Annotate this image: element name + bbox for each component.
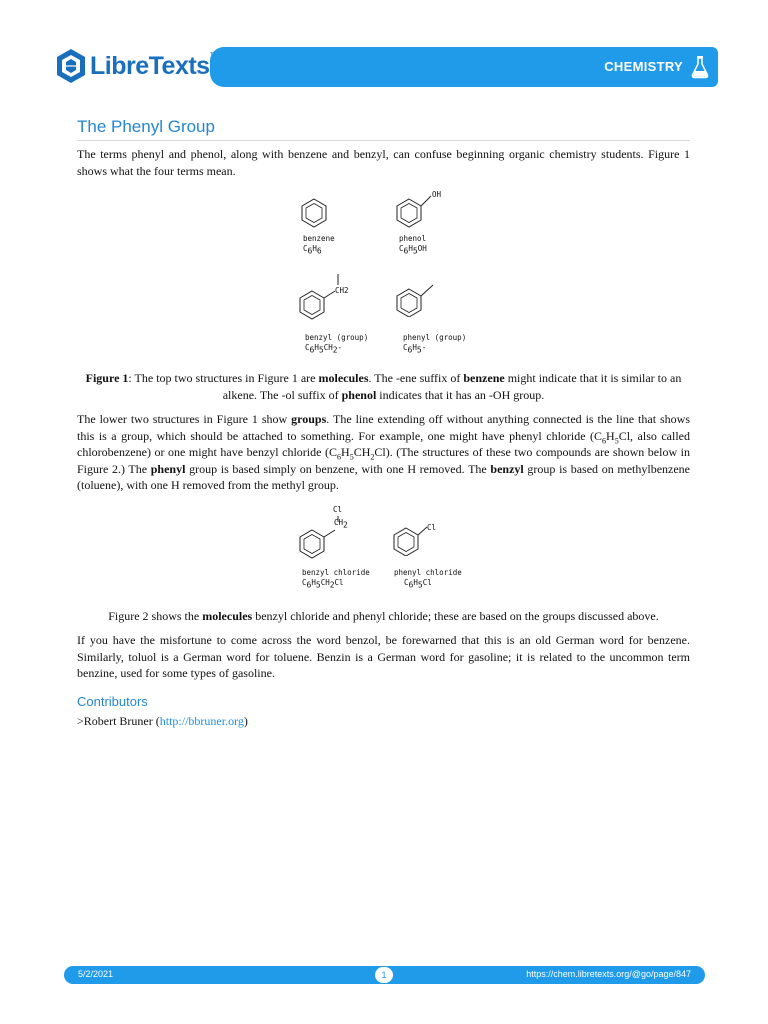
benzyl-ch2-label: CH2 (335, 286, 349, 295)
benzyl-chloride-formula: $C_6H_5CH_2Cl$ (302, 577, 344, 589)
figure-2-caption: Figure 2 shows the molecules benzyl chloride and phenyl chloride; these are based on the groups discussed above. (108, 608, 659, 623)
benzene-label: benzene (303, 234, 335, 243)
phenol-oh-label: OH (432, 190, 442, 199)
logo-text: LibreTexts (90, 51, 210, 80)
page-header (0, 0, 768, 100)
benzyl-chloride-cl-label: Cl (333, 504, 343, 514)
phenyl-chloride-formula: $C_6H_5Cl$ (404, 577, 432, 589)
phenol-formula: $C_6H_5OH$ (399, 244, 427, 256)
benzyl-structure (297, 272, 345, 324)
section-label[interactable]: CHEMISTRY (604, 59, 683, 74)
figure-1 (77, 183, 690, 368)
benzyl-chloride-label: benzyl chloride (302, 567, 370, 577)
page-footer (64, 966, 705, 984)
footer-url[interactable]: https://chem.libretexts.org/@go/page/847 (526, 969, 691, 979)
contributors-heading: Contributors (77, 693, 148, 709)
benzyl-chloride-ch2-label: $CH_2$ (334, 517, 348, 529)
section-banner (210, 47, 718, 87)
benzol-paragraph: If you have the misfortune to come across the word benzol, be forewarned that this is an old German word for benzene. Similarly, toluol is a German word for toluene. Benzin is a German word for gasoline; it is related to the uncommon term benzine, used for some types of gasoline. (77, 633, 690, 680)
phenyl-chloride-structure (391, 510, 437, 556)
article-content (77, 117, 690, 729)
benzene-structure (299, 197, 329, 229)
libretexts-logo[interactable] (55, 48, 216, 84)
intro-paragraph: The terms phenyl and phenol, along with benzene and benzyl, can confuse beginning organic chemistry students. Figure 1 shows what the four terms mean. (77, 147, 690, 178)
figure-1-caption: Figure 1: The top two structures in Figure 1 are molecules. The -ene suffix of benzene might indicate that it is similar to an alkene. The -ol suffix of phenol indicates that it has an -OH group. (85, 371, 682, 402)
phenyl-chloride-cl-label: Cl (427, 522, 437, 532)
contributor-link[interactable]: http://bbruner.org (159, 713, 244, 728)
phenol-label: phenol (399, 234, 427, 243)
footer-date: 5/2/2021 (78, 969, 114, 979)
phenyl-structure (394, 277, 438, 317)
phenyl-label: phenyl (group) (403, 333, 467, 342)
benzyl-label: benzyl (group) (305, 333, 369, 342)
groups-paragraph: The lower two structures in Figure 1 show groups. The line extending off without anything connected is the line that shows this is a group, which should be attached to something. For example, one might have phenyl chloride ($C_6H_5Cl$, also called chlorobenzene) or one might have benzyl chloride $(C_6H_5CH_2Cl)$. (The structures of these two compounds are shown below in Figure 2.) The phenyl group is based simply on benzene, with one H removed. The benzyl group is based on methylbenzene (toluene), with one H removed from the methyl group. (77, 412, 691, 492)
benzene-formula: $C_6H_6$ (303, 244, 322, 256)
flask-icon (691, 55, 709, 79)
page-number: 1 (375, 967, 393, 983)
figure-2 (77, 496, 690, 606)
phenyl-chloride-label: phenyl chloride (394, 567, 462, 577)
page-title: The Phenyl Group (77, 117, 690, 141)
contributor-line: >Robert Bruner (http://bbruner.org) (77, 713, 248, 728)
benzyl-formula: $C_6H_5CH_2-$ (305, 343, 343, 355)
phenyl-formula: $C_6H_5-$ (403, 343, 427, 355)
libretexts-logo-icon (55, 48, 87, 84)
